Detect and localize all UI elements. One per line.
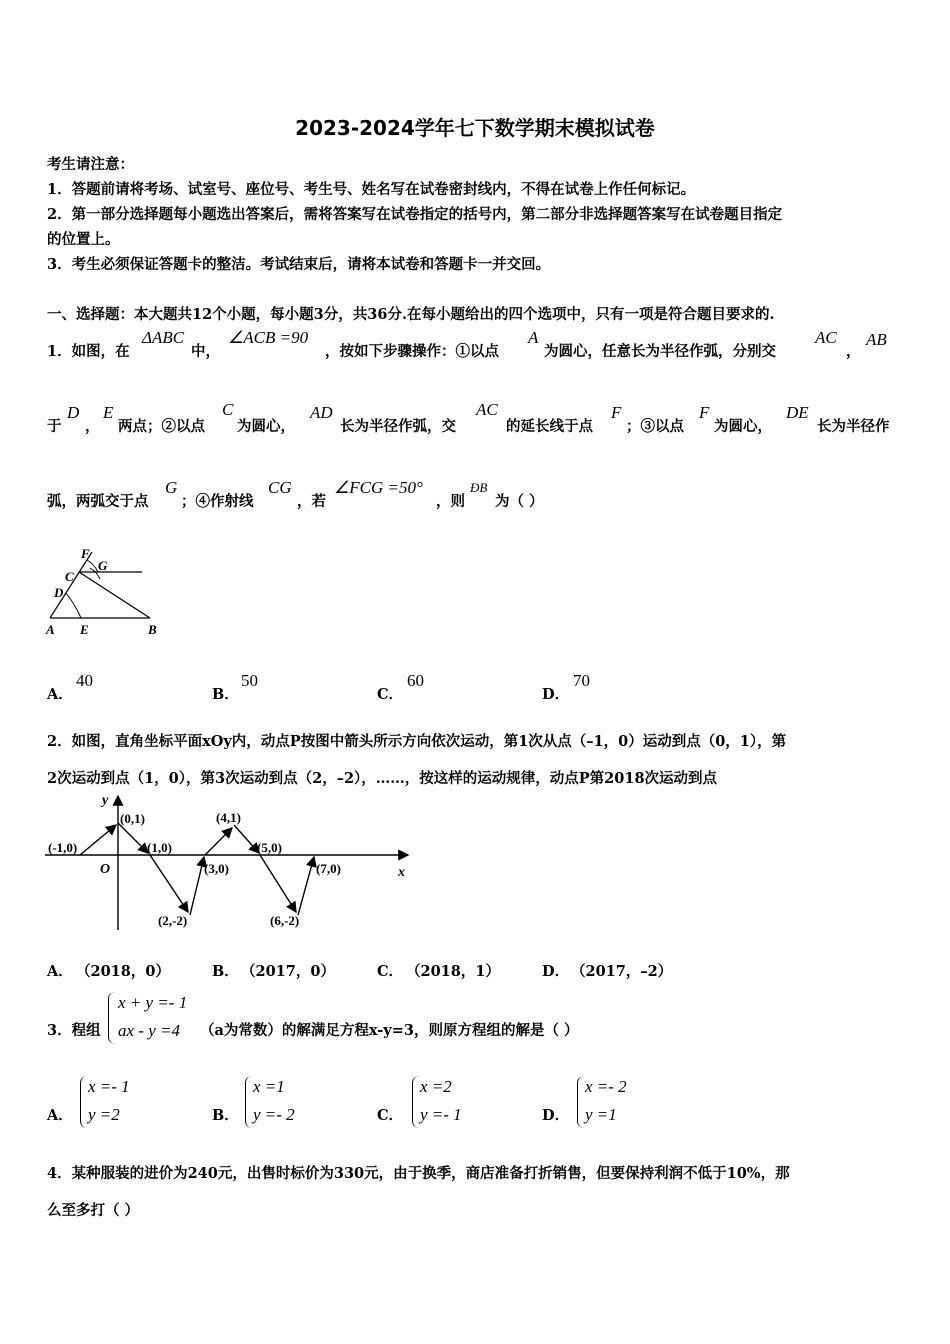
path-step-8 — [298, 857, 314, 915]
q2-option-d-value: （2017，–2） — [571, 963, 673, 980]
label-point: (4,1) — [216, 810, 241, 825]
label-g: G — [98, 558, 108, 573]
q3-option-b-line-1: x =1 — [253, 1077, 285, 1096]
q1-text: 长为半径作弧，交 — [340, 418, 456, 435]
q1-text: ， — [85, 418, 100, 435]
q1-option-d-value: 70 — [573, 671, 590, 690]
label-d: D — [54, 585, 64, 600]
q1-math: CG — [268, 478, 292, 497]
label-point: (6,-2) — [270, 913, 300, 928]
q1-text: 弧，两弧交于点 — [47, 493, 149, 510]
label-origin: O — [100, 862, 111, 877]
q1-math: ΔABC — [142, 328, 185, 347]
notice-item-1: 1．答题前请将考场、试室号、座位号、考生号、姓名写在试卷密封线内，不得在试卷上作任何标记。 — [47, 181, 696, 198]
option-brace — [245, 1076, 252, 1128]
section-heading: 一、选择题：本大题共12个小题，每小题3分，共36分.在每小题给出的四个选项中，只有一项是符合题目要求的. — [47, 306, 775, 323]
label-c: C — [65, 569, 74, 584]
q1-option-b-value: 50 — [241, 671, 258, 690]
path-step-7 — [260, 855, 296, 912]
q1-text: 中， — [191, 343, 220, 360]
q2-option-a-label: A． — [47, 963, 73, 980]
q3-equation-1: x + y =- 1 — [118, 993, 188, 1012]
q1-text: ， — [846, 343, 861, 360]
q1-text: 为圆心，任意长为半径作弧，分别交 — [544, 343, 776, 360]
q2-option-d-label: D． — [542, 963, 570, 980]
q1-text: 为圆心， — [714, 418, 772, 435]
q4-text-line-2: 么至多打（ ） — [47, 1202, 140, 1219]
page-title: 2023-2024学年七下数学期末模拟试卷 — [295, 116, 655, 140]
q1-math: AB — [866, 330, 887, 349]
q1-math: ∠ACB =90 — [228, 328, 309, 347]
q1-text: ；③以点 — [626, 418, 684, 435]
q3-option-c-label: C． — [377, 1107, 404, 1124]
q1-option-c-label: C． — [377, 686, 404, 703]
q1-text: 两点；②以点 — [118, 418, 205, 435]
q1-math: ∠FCG =50° — [334, 478, 423, 497]
q3-option-a-label: A． — [47, 1107, 73, 1124]
label-point: (1,0) — [147, 840, 172, 855]
q1-text: ，按如下步骤操作：①以点 — [325, 343, 499, 360]
path-step-3 — [150, 855, 188, 912]
q1-math: D — [67, 403, 80, 422]
q3-text: （a为常数）的解满足方程x-y=3，则原方程组的解是（ ） — [200, 1022, 579, 1039]
q1-option-a-label: A． — [47, 686, 73, 703]
q1-text: 为圆心， — [237, 418, 295, 435]
q2-option-b-label: B． — [212, 963, 239, 980]
q3-option-a-line-2: y =2 — [88, 1105, 120, 1124]
label-a: A — [46, 622, 55, 637]
q1-math: A — [528, 328, 539, 347]
q1-text: 1．如图，在 — [47, 343, 130, 360]
q2-option-c-value: （2018，1） — [406, 963, 500, 980]
q3-option-d-line-2: y =1 — [585, 1105, 617, 1124]
label-e: E — [80, 622, 89, 637]
q2-option-b-value: （2017，0） — [241, 963, 335, 980]
q3-option-a-line-1: x =- 1 — [88, 1077, 130, 1096]
q3-option-c-line-2: y =- 1 — [420, 1105, 462, 1124]
notice-heading: 考生请注意： — [47, 156, 134, 173]
q1-option-d-label: D． — [542, 686, 570, 703]
label-point: (2,-2) — [158, 913, 188, 928]
q1-math: AC — [815, 328, 837, 347]
q2-text-line-2: 2次运动到点（1，0），第3次运动到点（2，–2），……，按这样的运动规律，动点P第2018次运动到点 — [47, 770, 718, 787]
label-x: x — [398, 865, 405, 880]
q1-math: E — [103, 403, 114, 422]
q3-equation-2: ax - y =4 — [118, 1021, 180, 1040]
q3-option-c-line-1: x =2 — [420, 1077, 452, 1096]
label-point: (3,0) — [204, 861, 229, 876]
notice-item-2-cont: 的位置上。 — [47, 231, 120, 248]
q1-option-b-label: B． — [212, 686, 239, 703]
path-step-2 — [118, 823, 148, 853]
path-step-6 — [234, 825, 259, 853]
path-step-1 — [80, 825, 116, 855]
q3-option-b-label: B． — [212, 1107, 239, 1124]
q1-math: ÐB — [470, 480, 488, 495]
line-cb — [79, 572, 150, 618]
q4-text-line-1: 4．某种服装的进价为240元，出售时标价为330元，由于换季，商店准备打折销售，但要保持利润不低于10%，那 — [47, 1165, 790, 1182]
equation-brace — [108, 992, 115, 1044]
q1-text: 的延长线于点 — [506, 418, 593, 435]
q3-option-d-label: D． — [542, 1107, 570, 1124]
label-point: (5,0) — [257, 840, 282, 855]
q1-math: AC — [476, 400, 498, 419]
q3-option-d-line-1: x =- 2 — [585, 1077, 627, 1096]
q1-text: ；④作射线 — [181, 493, 254, 510]
path-step-5 — [205, 828, 232, 855]
notice-item-2: 2．第一部分选择题每小题选出答案后，需将答案写在试卷指定的括号内，第二部分非选择题答案写在试卷题目指定 — [47, 206, 783, 223]
q3-text: 3．程组 — [47, 1022, 101, 1039]
q1-math: G — [165, 478, 178, 497]
label-b: B — [148, 622, 157, 637]
q2-option-a-value: （2018，0） — [76, 963, 170, 980]
label-point: (-1,0) — [48, 840, 78, 855]
q1-option-a-value: 40 — [76, 671, 93, 690]
label-f: F — [81, 546, 90, 561]
q1-math: DE — [786, 403, 809, 422]
q1-math: F — [699, 403, 710, 422]
option-brace — [412, 1076, 419, 1128]
q1-text: ，则 — [436, 493, 465, 510]
path-step-4 — [190, 857, 204, 915]
q1-text: 长为半径作 — [817, 418, 890, 435]
option-brace — [80, 1076, 87, 1128]
q2-option-c-label: C． — [377, 963, 404, 980]
label-point: (7,0) — [316, 861, 341, 876]
q1-option-c-value: 60 — [407, 671, 424, 690]
label-y: y — [102, 793, 109, 808]
coordinate-figure — [40, 790, 420, 940]
q1-math: F — [611, 403, 622, 422]
label-point: (0,1) — [120, 811, 145, 826]
q1-math: AD — [310, 403, 333, 422]
arc-de — [66, 593, 81, 618]
q1-math: C — [222, 400, 234, 419]
q1-text: 为（ ） — [495, 493, 544, 510]
q2-text-line-1: 2．如图，直角坐标平面xOy内，动点P按图中箭头所示方向依次运动，第1次从点（–1，0）运动到点（0，1），第 — [47, 733, 787, 750]
triangle-figure — [40, 542, 170, 642]
q1-text: 于 — [47, 418, 62, 435]
q1-text: ，若 — [297, 493, 326, 510]
option-brace — [577, 1076, 584, 1128]
q3-option-b-line-2: y =- 2 — [253, 1105, 295, 1124]
notice-item-3: 3．考生必须保证答题卡的整洁。考试结束后，请将本试卷和答题卡一并交回。 — [47, 256, 551, 273]
